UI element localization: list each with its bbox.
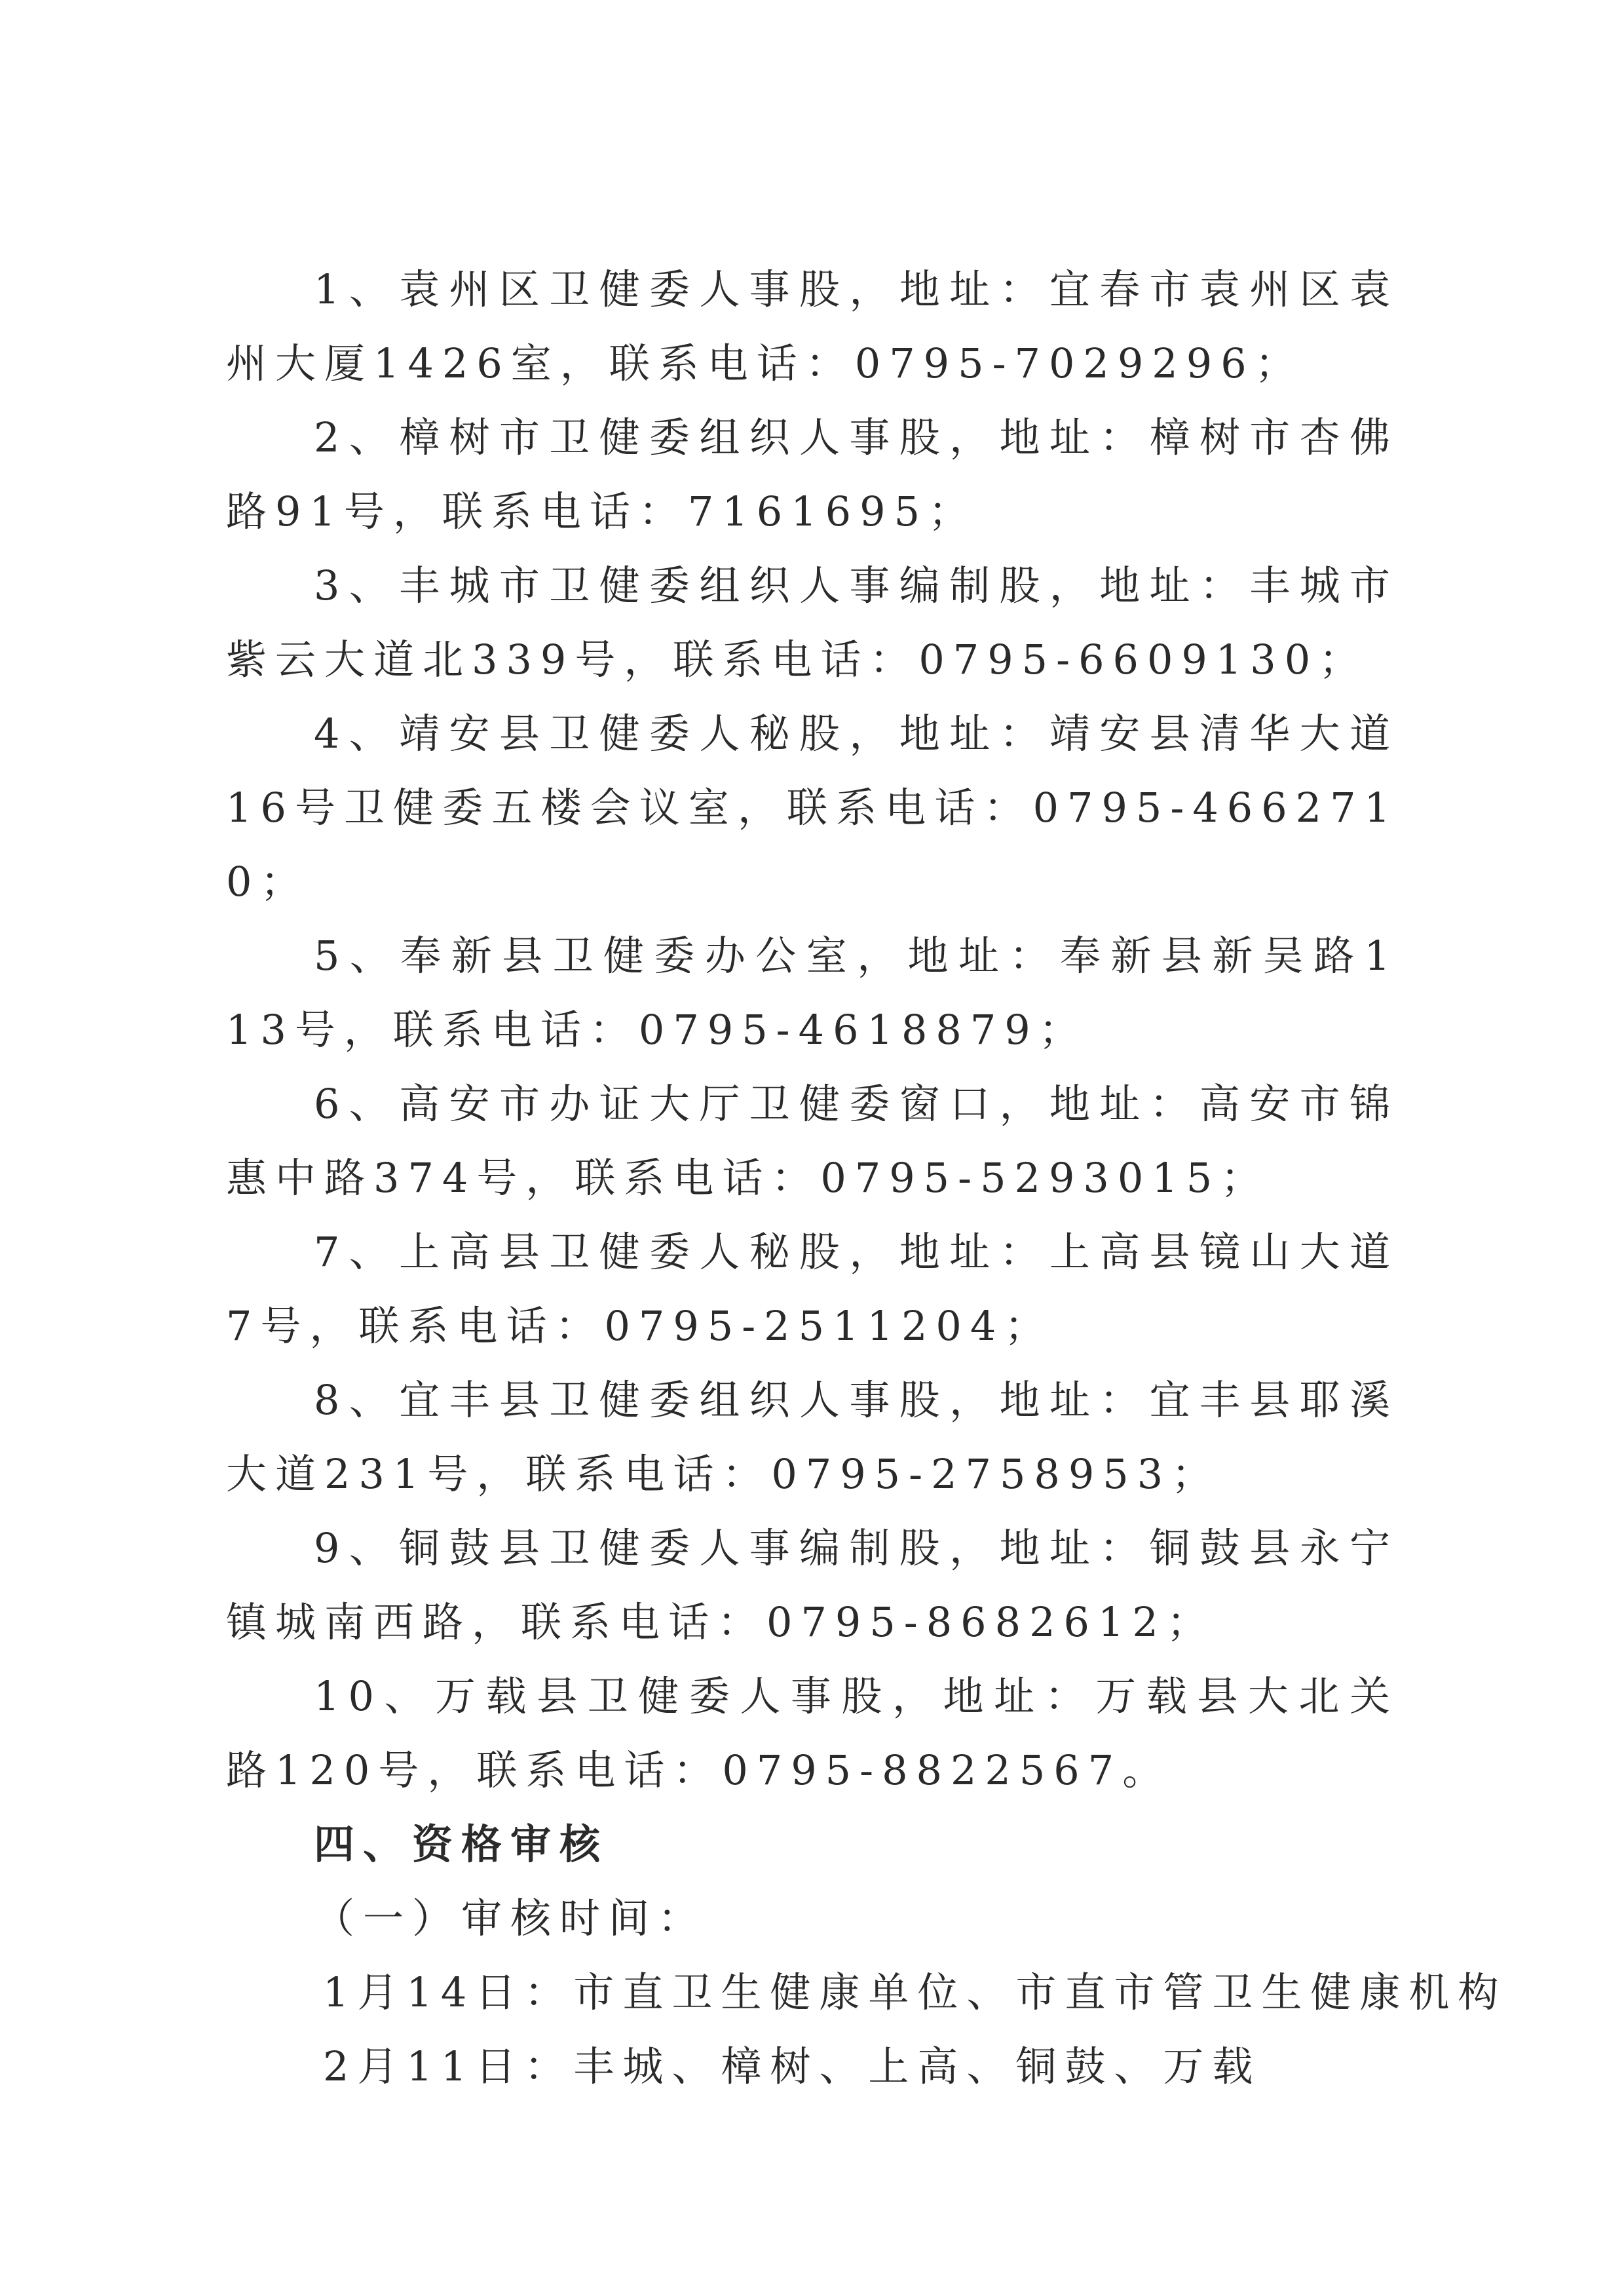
office-entry-8: 8、宜丰县卫健委组织人事股，地址：宜丰县耶溪大道231号，联系电话：0795-2758953； <box>226 1376 1399 1498</box>
office-entry-10: 10、万载县卫健委人事股，地址：万载县大北关路120号，联系电话：0795-8822567。 <box>226 1672 1399 1794</box>
sub-heading: （一）审核时间： <box>314 1894 708 1942</box>
office-entry-3: 3、丰城市卫健委组织人事编制股，地址：丰城市紫云大道北339号，联系电话：0795-6609130； <box>226 562 1399 683</box>
office-entry-9: 9、铜鼓县卫健委人事编制股，地址：铜鼓县永宁镇城南西路，联系电话：0795-8682612； <box>226 1524 1399 1646</box>
office-entry-6: 6、高安市办证大厅卫健委窗口，地址：高安市锦惠中路374号，联系电话：0795-5293015； <box>226 1080 1399 1202</box>
office-entry-7: 7、上高县卫健委人秘股，地址：上高县镜山大道7号，联系电话：0795-2511204； <box>226 1228 1399 1350</box>
office-entry-2: 2、樟树市卫健委组织人事股，地址：樟树市杏佛路91号，联系电话：7161695； <box>226 413 1399 535</box>
document-body <box>226 252 1507 2103</box>
office-entry-5: 5、奉新县卫健委办公室，地址：奉新县新吴路113号，联系电话：0795-4618879； <box>226 932 1399 1054</box>
office-entry-4: 4、靖安县卫健委人秘股，地址：靖安县清华大道16号卫健委五楼会议室，联系电话：0795-4662710； <box>226 710 1399 906</box>
office-entry-1: 1、袁州区卫健委人事股，地址：宜春市袁州区袁州大厦1426室，联系电话：0795-7029296； <box>226 265 1399 387</box>
review-date-2: 2月11日：丰城、樟树、上高、铜鼓、万载 <box>323 2042 1262 2090</box>
section-heading: 四、资格审核 <box>314 1820 609 1868</box>
review-date-1: 1月14日：市直卫生健康单位、市直市管卫生健康机构 <box>323 1968 1507 2016</box>
